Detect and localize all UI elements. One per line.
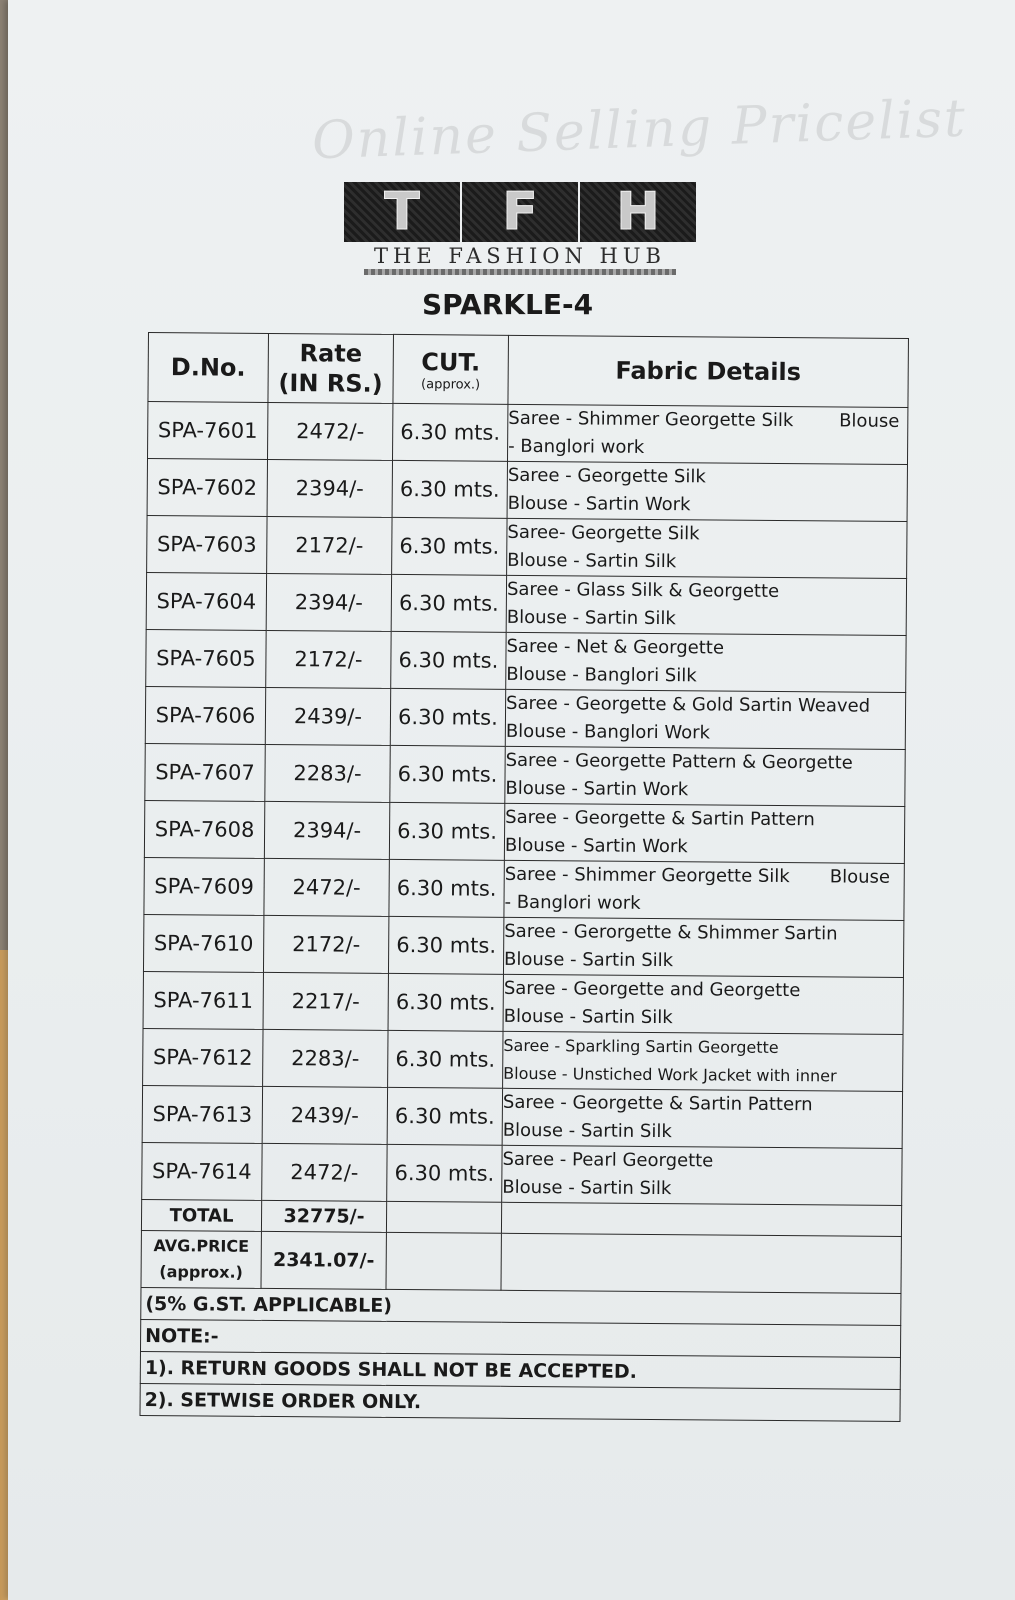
header-cut-label: CUT. (421, 347, 481, 377)
note-heading: NOTE:- (140, 1319, 900, 1357)
table-row (145, 743, 905, 806)
rate-cell: 2439/- (265, 687, 390, 745)
note-return-goods: 1). RETURN GOODS SHALL NOT BE ACCEPTED. (140, 1351, 900, 1389)
table-row (146, 572, 906, 635)
table-row (147, 459, 907, 522)
empty-cell (386, 1201, 501, 1233)
blouse-fabric-text: Blouse - Unstiched Work Jacket with inner (503, 1063, 837, 1086)
blouse-fabric-text: - Banglori work (504, 891, 641, 914)
cut-cell: 6.30 mts. (389, 859, 504, 917)
cut-cell: 6.30 mts. (390, 745, 505, 803)
fabric-details-cell (504, 860, 904, 920)
empty-cell (386, 1232, 501, 1290)
header-cut (393, 334, 509, 404)
fabric-details-cell (503, 1031, 903, 1091)
total-value: 32775/- (261, 1200, 386, 1232)
cut-cell: 6.30 mts. (391, 574, 506, 632)
rate-cell: 2472/- (268, 402, 393, 460)
fabric-details-cell (507, 404, 907, 464)
fabric-details-cell (504, 803, 904, 863)
design-number-cell: SPA-7614 (142, 1142, 262, 1200)
rate-cell: 2394/- (266, 573, 391, 631)
header-cut-unit: (approx.) (421, 376, 481, 393)
cut-cell: 6.30 mts. (388, 916, 503, 974)
rate-cell: 2172/- (263, 915, 388, 973)
saree-fabric-text: Saree - Georgette & Gold Sartin Weaved (506, 692, 871, 717)
logo-letter-f: F (462, 182, 578, 242)
blouse-fabric-text: - Banglori work (508, 435, 645, 458)
gst-note: (5% G.ST. APPLICABLE) (141, 1287, 901, 1325)
cut-cell: 6.30 mts. (387, 1087, 502, 1145)
design-number-cell: SPA-7602 (147, 459, 267, 517)
design-number-cell: SPA-7612 (143, 1028, 263, 1086)
cut-cell: 6.30 mts. (389, 802, 504, 860)
design-number-cell: SPA-7607 (145, 743, 265, 801)
saree-fabric-text: Saree - Net & Georgette (506, 635, 725, 659)
saree-fabric-text: Saree - Gerorgette & Shimmer Sartin (504, 920, 838, 945)
catalog-title: SPARKLE-4 (421, 288, 594, 321)
avg-label (141, 1230, 261, 1288)
rate-cell: 2439/- (262, 1086, 387, 1144)
table-row (148, 402, 908, 465)
saree-fabric-text: Saree - Shimmer Georgette Silk Blouse (504, 863, 891, 888)
blouse-fabric-text: Blouse - Banglori Work (505, 720, 711, 744)
fabric-details-cell (503, 974, 903, 1034)
cut-cell: 6.30 mts. (387, 1144, 502, 1202)
cut-cell: 6.30 mts. (392, 460, 507, 518)
table-row (147, 515, 907, 578)
saree-fabric-text: Saree - Glass Silk & Georgette (506, 578, 780, 602)
cut-cell: 6.30 mts. (392, 517, 507, 575)
header-dno: D.No. (148, 333, 269, 403)
average-row (141, 1230, 901, 1293)
blouse-fabric-text: Blouse - Sartin Silk (504, 948, 674, 972)
rate-cell: 2283/- (265, 744, 390, 802)
logo-letter-t: T (344, 182, 460, 242)
table-row (144, 800, 904, 863)
design-number-cell: SPA-7601 (148, 402, 268, 460)
saree-fabric-text: Saree- Georgette Silk (507, 521, 700, 545)
brand-logo (344, 182, 696, 274)
empty-cell (501, 1202, 901, 1236)
avg-label-text: AVG.PRICE (153, 1236, 250, 1256)
design-number-cell: SPA-7611 (143, 971, 263, 1029)
design-number-cell: SPA-7608 (144, 800, 264, 858)
cut-cell: 6.30 mts. (391, 631, 506, 689)
total-label: TOTAL (141, 1199, 261, 1231)
fabric-details-cell (502, 1145, 902, 1205)
fabric-details-cell (505, 746, 905, 806)
header-rate-label: Rate (299, 339, 363, 368)
blouse-fabric-text: Blouse - Sartin Silk (506, 606, 676, 630)
table-header-row (148, 333, 909, 408)
saree-fabric-text: Saree - Georgette Pattern & Georgette (505, 749, 853, 774)
blouse-fabric-text: Blouse - Sartin Silk (502, 1176, 672, 1200)
rate-cell: 2394/- (264, 801, 389, 859)
blouse-fabric-text: Blouse - Sartin Silk (502, 1119, 672, 1143)
header-fabric: Fabric Details (508, 335, 909, 407)
table-row (143, 914, 903, 977)
header-rate-unit: (IN RS.) (278, 369, 383, 398)
blouse-fabric-text: Blouse - Sartin Silk (507, 549, 677, 573)
avg-value: 2341.07/- (261, 1231, 386, 1289)
saree-fabric-text: Saree - Georgette and Georgette (503, 977, 801, 1002)
rate-cell: 2472/- (262, 1143, 387, 1201)
fabric-details-cell (507, 518, 907, 578)
rate-cell: 2217/- (263, 972, 388, 1030)
logo-brand-name: THE FASHION HUB (374, 244, 666, 268)
saree-fabric-text: Saree - Georgette & Sartin Pattern (502, 1091, 813, 1116)
fabric-details-cell (506, 632, 906, 692)
table-row (144, 857, 904, 920)
logo-letter-h: H (580, 182, 696, 242)
table-row (143, 971, 903, 1034)
design-number-cell: SPA-7609 (144, 857, 264, 915)
note-setwise-order: 2). SETWISE ORDER ONLY. (140, 1383, 900, 1421)
cut-cell: 6.30 mts. (388, 1030, 503, 1088)
header-rate (268, 333, 394, 403)
fabric-details-cell (503, 917, 903, 977)
cut-cell: 6.30 mts. (390, 688, 505, 746)
design-number-cell: SPA-7606 (145, 686, 265, 744)
table-row (145, 686, 905, 749)
table-row (142, 1085, 902, 1148)
design-number-cell: SPA-7610 (143, 914, 263, 972)
handwritten-note: Online Selling Pricelist (311, 88, 968, 172)
design-number-cell: SPA-7605 (146, 629, 266, 687)
fabric-details-cell (506, 575, 906, 635)
blouse-fabric-text: Blouse - Sartin Work (504, 834, 688, 858)
rate-cell: 2472/- (264, 858, 389, 916)
blouse-fabric-text: Blouse - Sartin Work (507, 492, 691, 516)
logo-underline (364, 269, 676, 275)
rate-cell: 2172/- (266, 630, 391, 688)
design-number-cell: SPA-7613 (142, 1085, 262, 1143)
saree-fabric-text: Saree - Sparkling Sartin Georgette (503, 1035, 779, 1057)
avg-label-note: (approx.) (159, 1262, 243, 1282)
design-number-cell: SPA-7604 (146, 572, 266, 630)
design-number-cell: SPA-7603 (147, 515, 267, 573)
saree-fabric-text: Saree - Pearl Georgette (502, 1148, 714, 1172)
cut-cell: 6.30 mts. (388, 973, 503, 1031)
saree-fabric-text: Saree - Georgette Silk (507, 464, 706, 488)
blouse-fabric-text: Blouse - Banglori Silk (506, 663, 697, 687)
note-row (140, 1383, 900, 1421)
table-row (146, 629, 906, 692)
rate-cell: 2172/- (267, 516, 392, 574)
price-table (139, 332, 908, 1422)
fabric-details-cell (505, 689, 905, 749)
table-row (143, 1028, 903, 1091)
saree-fabric-text: Saree - Georgette & Sartin Pattern (505, 806, 815, 831)
fabric-details-cell (507, 461, 907, 521)
blouse-fabric-text: Blouse - Sartin Silk (503, 1005, 673, 1029)
rate-cell: 2394/- (267, 459, 392, 517)
fabric-details-cell (502, 1088, 902, 1148)
empty-cell (501, 1233, 901, 1293)
table-row (142, 1142, 902, 1205)
blouse-fabric-text: Blouse - Sartin Work (505, 777, 689, 801)
saree-fabric-text: Saree - Shimmer Georgette Silk Blouse (508, 407, 900, 432)
rate-cell: 2283/- (263, 1029, 388, 1087)
cut-cell: 6.30 mts. (392, 403, 507, 461)
